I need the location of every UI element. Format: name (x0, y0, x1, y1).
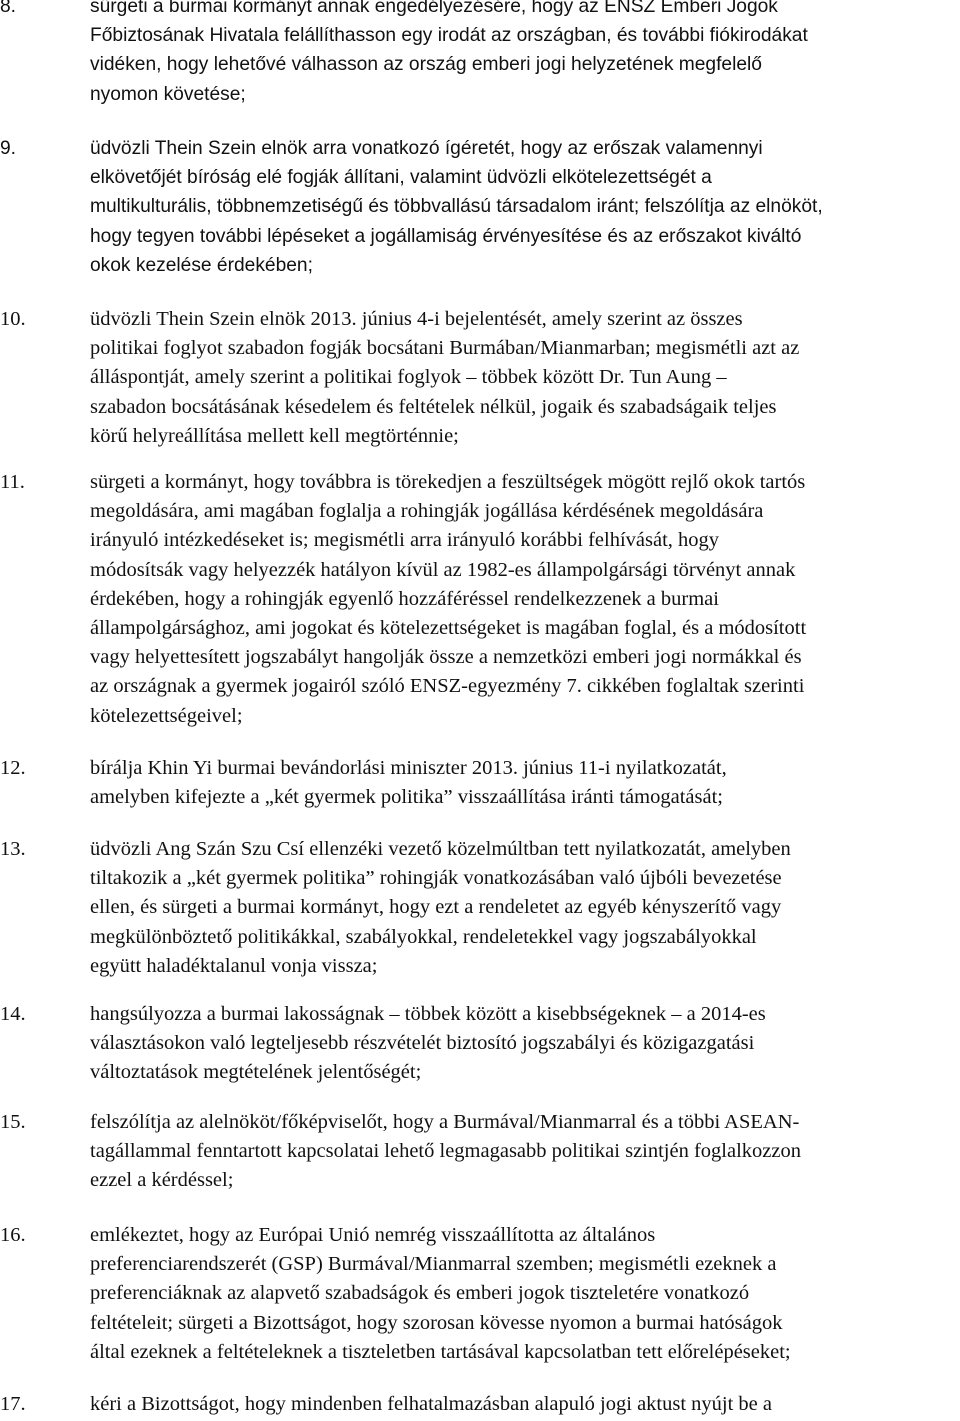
text-line: kötelezettségeivel; (90, 704, 243, 727)
text-line: választásokon való legteljesebb részvételét biztosító jogszabályi és közigazgatási (90, 1032, 755, 1055)
list-item-15 (0, 1108, 960, 1196)
text-line: bírálja Khin Yi burmai bevándorlási miniszter 2013. június 11-i nyilatkozatát, (90, 757, 727, 779)
text-line: érdekében, hogy a rohingják egyenlő hozzáféréssel rendelkezzenek a burmai (90, 587, 719, 610)
text-line: felszólítja az alelnököt/főképviselőt, hogy a Burmával/Mianmarral és a többi ASEAN- (90, 1111, 800, 1133)
item-number: 14. (0, 1003, 26, 1025)
text-line: emlékeztet, hogy az Európai Unió nemrég visszaállította az általános (90, 1224, 656, 1246)
text-line: állampolgársághoz, ami jogokat és kötelezettségeket is magában foglal, és a módosított (90, 616, 807, 639)
text-line: üdvözli Ang Szán Szu Csí ellenzéki vezető közelmúltban tett nyilatkozatát, amelyben (90, 838, 791, 860)
item-text (90, 305, 960, 451)
text-line: tiltakozik a „két gyermek politika” rohingják vonatkozásában való újbóli bevezetése (90, 867, 782, 890)
list-item-10 (0, 305, 960, 451)
text-line: körű helyreállítása mellett kell megtörténnie; (90, 424, 459, 447)
text-line: megkülönböztető politikákkal, szabályokkal, rendeletekkel vagy jogszabályokkal (90, 925, 757, 948)
text-line: irányuló intézkedéseket is; megismétli arra irányuló korábbi felhívását, hogy (90, 529, 720, 552)
item-number: 12. (0, 757, 26, 779)
text-line: preferenciarendszerét (GSP) Burmával/Mianmarral szemben; megismétli ezeknek a (90, 1253, 777, 1276)
text-line: által ezeknek a feltételeknek a tiszteletben tartásával kapcsolatban tett előrelépéseket; (90, 1340, 791, 1363)
text-line: üdvözli Thein Szein elnök arra vonatkozó ígéretét, hogy az erőszak valamennyi (90, 138, 763, 159)
text-line: multikulturális, többnemzetiségű és többvallású társadalom iránt; felszólítja az elnököt, (90, 196, 823, 218)
text-line: preferenciáknak az alapvető szabadságok és emberi jogok tiszteletére vonatkozó (90, 1282, 750, 1305)
text-line: változtatások megtételének jelentőségét; (90, 1061, 422, 1084)
text-line: politikai foglyot szabadon fogják bocsátani Burmában/Mianmarban; megismétli azt az (90, 337, 800, 360)
item-number: 9. (0, 138, 17, 159)
item-number: 16. (0, 1224, 26, 1246)
text-line: vagy helyettesített jogszabályt hangolják össze a nemzetközi emberi jogi normákkal és (90, 646, 802, 669)
item-text (90, 1390, 960, 1419)
text-line: tagállammal fenntartott kapcsolatai lehető legmagasabb politikai szintjén foglalkozzon (90, 1140, 801, 1163)
text-line: kéri a Bizottságot, hogy mindenben felhatalmazásban alapuló jogi aktust nyújt be a (90, 1393, 773, 1415)
list-item-17 (0, 1390, 960, 1419)
item-text (90, 1000, 960, 1088)
text-line: sürgeti a kormányt, hogy továbbra is törekedjen a feszültségek mögött rejlő okok tartós (90, 471, 806, 493)
text-line: nyomon követése; (90, 83, 246, 105)
text-line: amelyben kifejezte a „két gyermek politika” visszaállítása iránti támogatását; (90, 786, 723, 809)
text-line: okok kezelése érdekében; (90, 254, 313, 276)
list-item-12 (0, 754, 960, 812)
item-number: 17. (0, 1393, 26, 1415)
item-text (90, 1221, 960, 1367)
item-number: 10. (0, 308, 26, 330)
item-text (90, 0, 960, 109)
list-item-16 (0, 1221, 960, 1367)
item-number: 15. (0, 1111, 26, 1133)
item-number: 8. (0, 0, 17, 17)
text-line: megoldására, ami magában foglalja a rohingják jogállása kérdésének megoldására (90, 500, 764, 523)
text-line: Főbiztosának Hivatala felállíthasson egy irodát az országban, és további fiókirodákat (90, 25, 808, 47)
list-item-14 (0, 1000, 960, 1088)
text-line: sürgeti a burmai kormányt annak engedélyezésére, hogy az ENSZ Emberi Jogok (90, 0, 778, 17)
text-line: álláspontját, amely szerint a politikai foglyok – többek között Dr. Tun Aung – (90, 366, 727, 389)
text-line: együtt haladéktalanul vonja vissza; (90, 954, 378, 977)
item-text (90, 754, 960, 812)
item-text (90, 134, 960, 280)
text-line: feltételeit; sürgeti a Bizottságot, hogy szorosan kövesse nyomon a burmai hatóságok (90, 1311, 783, 1334)
item-number: 13. (0, 838, 26, 860)
text-line: vidéken, hogy lehetővé válhasson az ország emberi jogi helyzetének megfelelő (90, 54, 762, 76)
item-text (90, 835, 960, 981)
text-line: hangsúlyozza a burmai lakosságnak – többek között a kisebbségeknek – a 2014-es (90, 1003, 766, 1025)
item-text (90, 468, 960, 731)
list-item-9 (0, 134, 960, 280)
text-line: ellen, és sürgeti a burmai kormányt, hogy ezt a rendeletet az egyéb kényszerítő vagy (90, 896, 782, 919)
text-line: ezzel a kérdéssel; (90, 1169, 234, 1192)
text-line: módosítsák vagy helyezzék hatályon kívül az 1982-es állampolgársági törvényt annak (90, 558, 796, 581)
list-item-13 (0, 835, 960, 981)
item-number: 11. (0, 471, 25, 493)
text-line: elkövetőjét bíróság elé fogják állítani, valamint üdvözli elkötelezettségét a (90, 167, 712, 189)
list-item-8 (0, 0, 960, 109)
text-line: szabadon bocsátásának késedelem és feltételek nélkül, jogaik és szabadságaik teljes (90, 395, 777, 418)
text-line: üdvözli Thein Szein elnök 2013. június 4-i bejelentését, amely szerint az összes (90, 308, 743, 330)
list-item-11 (0, 468, 960, 731)
text-line: az országnak a gyermek jogairól szóló ENSZ-egyezmény 7. cikkében foglaltak szerinti (90, 675, 805, 698)
item-text (90, 1108, 960, 1196)
text-line: hogy tegyen további lépéseket a jogállamiság érvényesítése és az erőszakot kiváltó (90, 225, 802, 247)
